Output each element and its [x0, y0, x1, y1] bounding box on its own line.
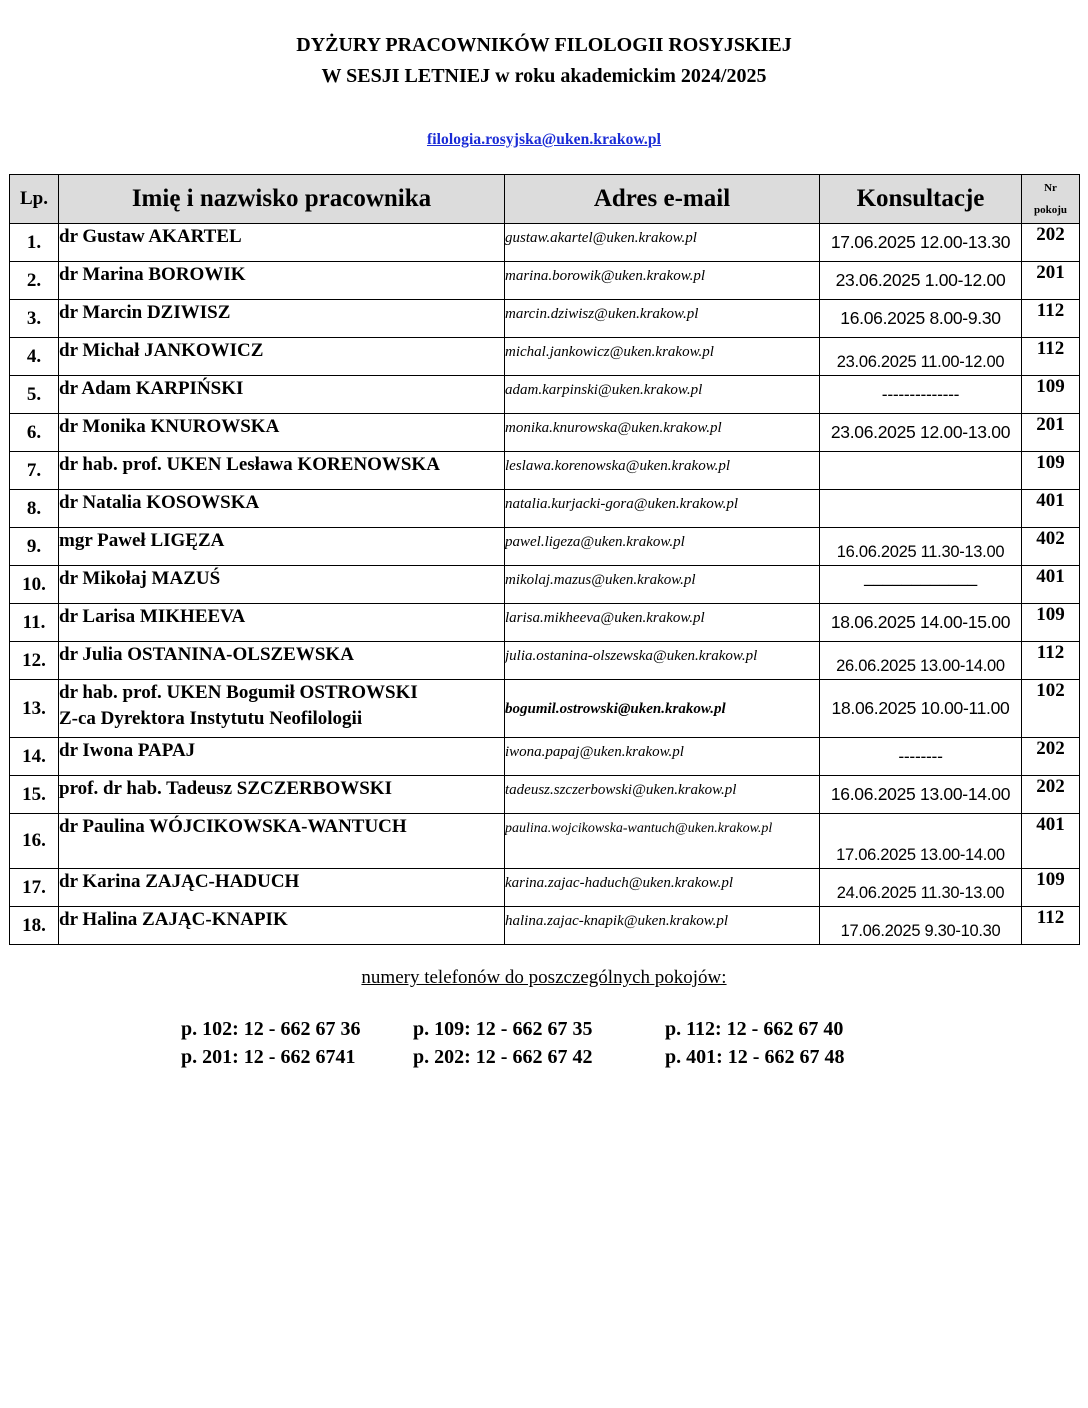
room-number: 109: [1022, 604, 1080, 642]
consultation-time: 23.06.2025 1.00-12.00: [820, 262, 1022, 300]
consultation-time: --------------: [820, 376, 1022, 414]
room-number: 202: [1022, 776, 1080, 814]
room-number: 202: [1022, 224, 1080, 262]
employee-email[interactable]: halina.zajac-knapik@uken.krakow.pl: [505, 907, 820, 945]
document-title-line2: W SESJI LETNIEJ w roku akademickim 2024/2025: [321, 65, 767, 87]
employee-name: dr hab. prof. UKEN Bogumił OSTROWSKI: [59, 682, 418, 703]
table-row: [10, 814, 1080, 869]
document-title-line1: DYŻURY PRACOWNIKÓW FILOLOGII ROSYJSKIEJ: [296, 34, 792, 56]
employee-email[interactable]: adam.karpinski@uken.krakow.pl: [505, 376, 820, 414]
row-number: 18.: [10, 907, 59, 945]
row-number: 14.: [10, 738, 59, 776]
employee-email[interactable]: marcin.dziwisz@uken.krakow.pl: [505, 300, 820, 338]
employee-name: dr Halina ZAJĄC-KNAPIK: [59, 909, 288, 930]
employee-email[interactable]: karina.zajac-haduch@uken.krakow.pl: [505, 869, 820, 907]
phones-column-2: [413, 1015, 592, 1071]
employee-name: dr Paulina WÓJCIKOWSKA-WANTUCH: [59, 816, 407, 837]
row-number: 1.: [10, 224, 59, 262]
room-number: 202: [1022, 738, 1080, 776]
table-row: [10, 376, 1080, 414]
row-number: 7.: [10, 452, 59, 490]
consultation-time: 23.06.2025 11.00-12.00: [820, 338, 1022, 376]
employee-name: dr Michał JANKOWICZ: [59, 340, 264, 361]
row-number: 4.: [10, 338, 59, 376]
row-number: 6.: [10, 414, 59, 452]
row-number: 10.: [10, 566, 59, 604]
row-number: 16.: [10, 814, 59, 869]
header-lp: Lp.: [10, 175, 59, 224]
employee-name: dr Larisa MIKHEEVA: [59, 606, 246, 627]
phones-column-1: [181, 1015, 360, 1071]
employee-email[interactable]: monika.knurowska@uken.krakow.pl: [505, 414, 820, 452]
room-number: 112: [1022, 642, 1080, 680]
table-row: [10, 680, 1080, 738]
room-number: 112: [1022, 907, 1080, 945]
consultation-time: 16.06.2025 8.00-9.30: [820, 300, 1022, 338]
employee-name-cell: [59, 738, 505, 776]
consultation-time: 16.06.2025 11.30-13.00: [820, 528, 1022, 566]
room-number: 201: [1022, 414, 1080, 452]
table-row: [10, 604, 1080, 642]
employee-email[interactable]: marina.borowik@uken.krakow.pl: [505, 262, 820, 300]
row-number: 5.: [10, 376, 59, 414]
employee-name-cell: [59, 604, 505, 642]
table-row: [10, 776, 1080, 814]
consultation-time: 16.06.2025 13.00-14.00: [820, 776, 1022, 814]
table-row: [10, 738, 1080, 776]
room-number: 112: [1022, 300, 1080, 338]
employee-name-cell: [59, 776, 505, 814]
employee-name: dr Mikołaj MAZUŚ: [59, 568, 221, 589]
duty-schedule-table: [9, 174, 1080, 945]
room-number: 201: [1022, 262, 1080, 300]
employee-name: dr Karina ZAJĄC-HADUCH: [59, 871, 300, 892]
table-row: [10, 490, 1080, 528]
employee-email[interactable]: julia.ostanina-olszewska@uken.krakow.pl: [505, 642, 820, 680]
room-number: 401: [1022, 490, 1080, 528]
phone-entry: p. 102: 12 - 662 67 36: [181, 1018, 361, 1040]
employee-email[interactable]: bogumil.ostrowski@uken.krakow.pl: [505, 680, 820, 738]
header-room: [1022, 175, 1080, 224]
room-number: 112: [1022, 338, 1080, 376]
consultation-time: 18.06.2025 10.00-11.00: [820, 680, 1022, 738]
consultation-time: --------: [820, 738, 1022, 776]
employee-name-cell: [59, 680, 505, 738]
table-row: [10, 452, 1080, 490]
row-number: 8.: [10, 490, 59, 528]
employee-name: dr Julia OSTANINA-OLSZEWSKA: [59, 644, 354, 665]
row-number: 17.: [10, 869, 59, 907]
table-row: [10, 414, 1080, 452]
employee-name-cell: [59, 642, 505, 680]
header-email: Adres e-mail: [505, 175, 820, 224]
employee-name-cell: [59, 262, 505, 300]
table-row: [10, 869, 1080, 907]
consultation-time: ––––––––––––: [820, 566, 1022, 604]
employee-name: dr hab. prof. UKEN Lesława KORENOWSKA: [59, 454, 440, 475]
phone-entry: p. 202: 12 - 662 67 42: [413, 1046, 593, 1068]
room-number: 401: [1022, 566, 1080, 604]
consultation-time: 23.06.2025 12.00-13.00: [820, 414, 1022, 452]
consultation-time: [820, 490, 1022, 528]
employee-name: mgr Paweł LIGĘZA: [59, 530, 225, 551]
table-row: [10, 338, 1080, 376]
employee-email[interactable]: pawel.ligeza@uken.krakow.pl: [505, 528, 820, 566]
row-number: 3.: [10, 300, 59, 338]
department-email-link[interactable]: filologia.rosyjska@uken.krakow.pl: [426, 131, 662, 148]
phones-column-3: [665, 1015, 844, 1071]
phone-entry: p. 112: 12 - 662 67 40: [665, 1018, 844, 1040]
row-number: 15.: [10, 776, 59, 814]
employee-name-cell: [59, 452, 505, 490]
consultation-time: 18.06.2025 14.00-15.00: [820, 604, 1022, 642]
employee-name-cell: [59, 869, 505, 907]
table-row: [10, 566, 1080, 604]
consultation-time: 17.06.2025 12.00-13.30: [820, 224, 1022, 262]
room-number: 109: [1022, 869, 1080, 907]
employee-name: dr Iwona PAPAJ: [59, 740, 196, 761]
row-number: 13.: [10, 680, 59, 738]
table-row: [10, 300, 1080, 338]
header-consultations: Konsultacje: [820, 175, 1022, 224]
employee-name: dr Gustaw AKARTEL: [59, 226, 242, 247]
consultation-time: [820, 452, 1022, 490]
phone-entry: p. 201: 12 - 662 6741: [181, 1046, 356, 1068]
room-number: 102: [1022, 680, 1080, 738]
employee-name-cell: [59, 414, 505, 452]
employee-email[interactable]: leslawa.korenowska@uken.krakow.pl: [505, 452, 820, 490]
employee-name: prof. dr hab. Tadeusz SZCZERBOWSKI: [59, 778, 392, 799]
room-number: 402: [1022, 528, 1080, 566]
employee-name: dr Natalia KOSOWSKA: [59, 492, 260, 513]
employee-name-cell: [59, 528, 505, 566]
room-number: 109: [1022, 376, 1080, 414]
header-name: Imię i nazwisko pracownika: [59, 175, 505, 224]
row-number: 12.: [10, 642, 59, 680]
employee-name-cell: [59, 566, 505, 604]
header-room-line1: Nr: [1044, 182, 1057, 194]
phone-entry: p. 401: 12 - 662 67 48: [665, 1046, 845, 1068]
employee-name: dr Marcin DZIWISZ: [59, 302, 231, 323]
employee-email[interactable]: tadeusz.szczerbowski@uken.krakow.pl: [505, 776, 820, 814]
consultation-time: 17.06.2025 13.00-14.00: [820, 814, 1022, 869]
phone-entry: p. 109: 12 - 662 67 35: [413, 1018, 593, 1040]
employee-email[interactable]: gustaw.akartel@uken.krakow.pl: [505, 224, 820, 262]
employee-email[interactable]: mikolaj.mazus@uken.krakow.pl: [505, 566, 820, 604]
employee-name: dr Adam KARPIŃSKI: [59, 378, 244, 399]
employee-name-cell: [59, 338, 505, 376]
room-number: 401: [1022, 814, 1080, 869]
table-row: [10, 224, 1080, 262]
table-row: [10, 642, 1080, 680]
header-room-line2: pokoju: [1033, 204, 1068, 216]
row-number: 9.: [10, 528, 59, 566]
phones-heading: numery telefonów do poszczególnych pokojów:: [361, 967, 727, 988]
table-row: [10, 262, 1080, 300]
row-number: 11.: [10, 604, 59, 642]
consultation-time: 26.06.2025 13.00-14.00: [820, 642, 1022, 680]
employee-position: Z-ca Dyrektora Instytutu Neofilologii: [59, 708, 363, 729]
table-header-row: [10, 175, 1080, 224]
table-row: [10, 528, 1080, 566]
employee-name-cell: [59, 376, 505, 414]
employee-name: dr Marina BOROWIK: [59, 264, 246, 285]
employee-email[interactable]: natalia.kurjacki-gora@uken.krakow.pl: [505, 490, 820, 528]
employee-email[interactable]: iwona.papaj@uken.krakow.pl: [505, 738, 820, 776]
table-row: [10, 907, 1080, 945]
employee-name: dr Monika KNUROWSKA: [59, 416, 280, 437]
employee-name-cell: [59, 814, 505, 869]
employee-email[interactable]: paulina.wojcikowska-wantuch@uken.krakow.pl: [505, 814, 820, 869]
room-number: 109: [1022, 452, 1080, 490]
employee-name-cell: [59, 490, 505, 528]
employee-name-cell: [59, 907, 505, 945]
row-number: 2.: [10, 262, 59, 300]
employee-email[interactable]: michal.jankowicz@uken.krakow.pl: [505, 338, 820, 376]
employee-name-cell: [59, 224, 505, 262]
consultation-time: 24.06.2025 11.30-13.00: [820, 869, 1022, 907]
employee-name-cell: [59, 300, 505, 338]
consultation-time: 17.06.2025 9.30-10.30: [820, 907, 1022, 945]
employee-email[interactable]: larisa.mikheeva@uken.krakow.pl: [505, 604, 820, 642]
